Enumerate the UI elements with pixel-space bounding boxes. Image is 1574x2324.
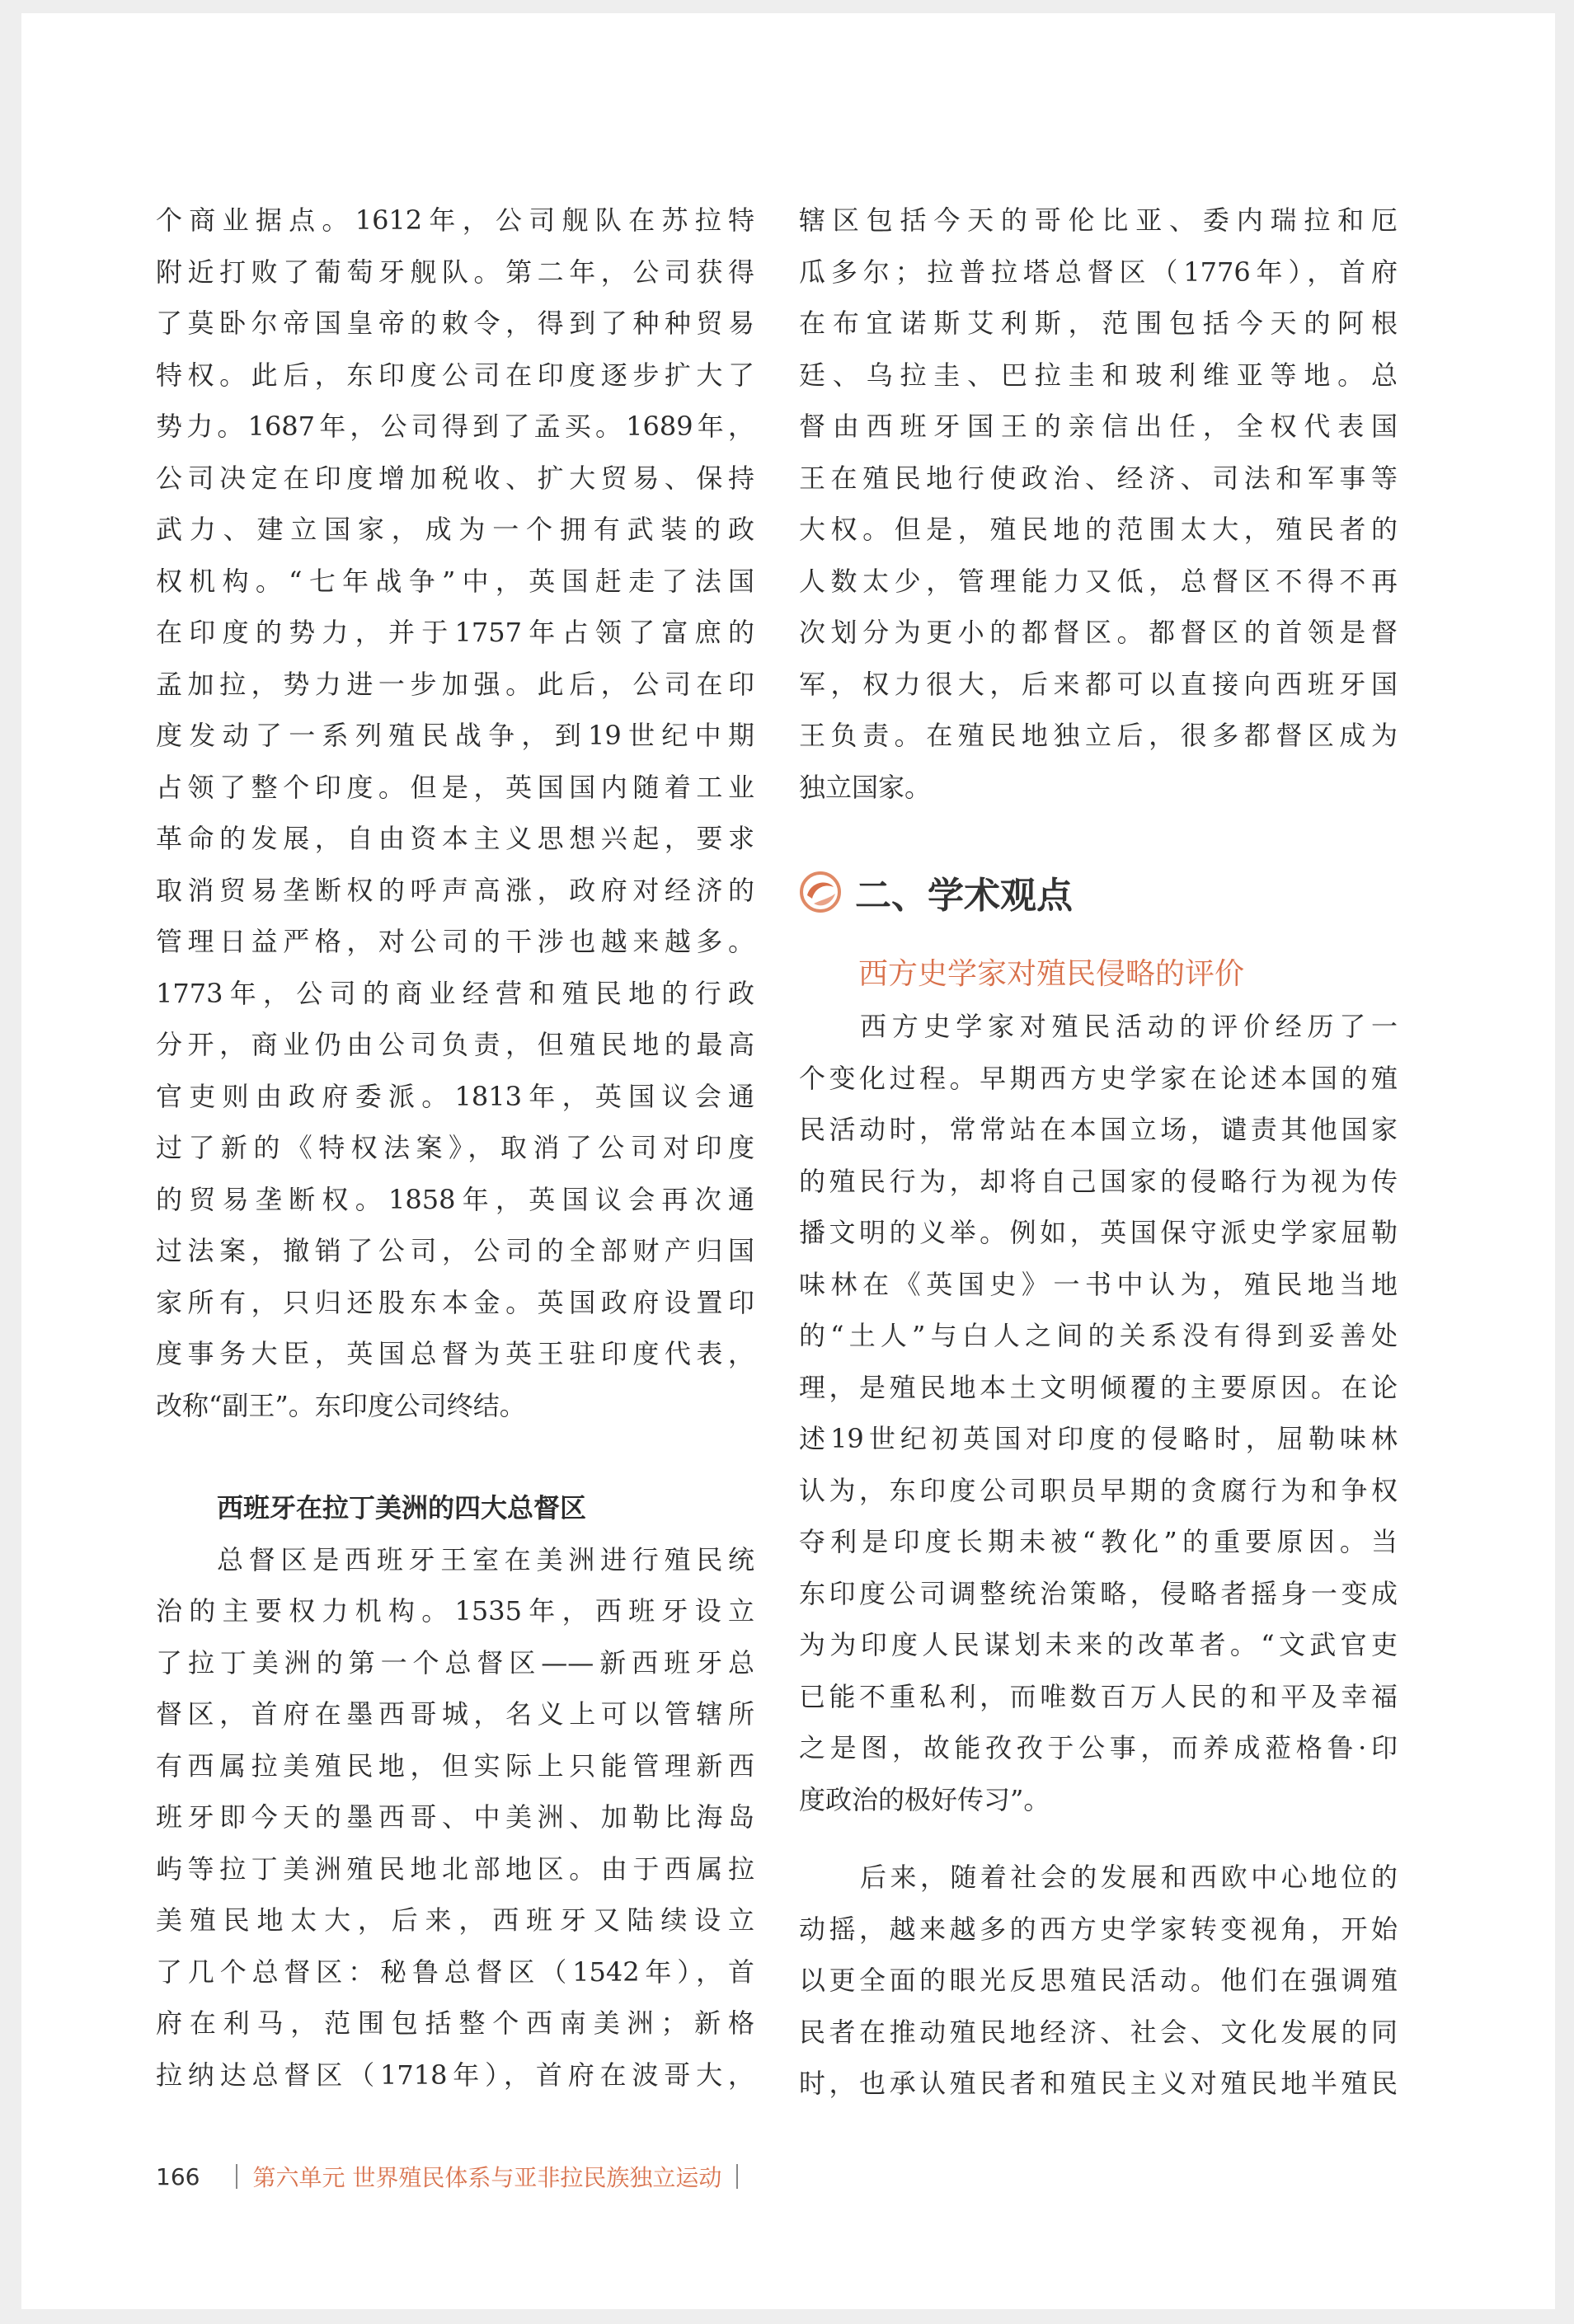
right-column (799, 195, 1398, 2110)
text-line: 王在殖民地行使政治、经济、司法和军事等 (799, 462, 1398, 494)
paragraph-later-views (799, 1852, 1398, 2110)
divider (236, 2164, 237, 2189)
text-line: 以更全面的眼光反思殖民活动。他们在强调殖 (799, 1965, 1398, 1996)
text-line: 个变化过程。早期西方史学家在论述本国的殖 (799, 1062, 1398, 1094)
paragraph-east-india-company (156, 195, 754, 1431)
divider (736, 2164, 738, 2189)
text-line: 权机构。“七年战争”中，英国赶走了法国 (156, 565, 754, 597)
text-line: 民活动时，常常站在本国立场，谴责其他国家 (799, 1114, 1398, 1145)
text-line: 廷、乌拉圭、巴拉圭和玻利维亚等地。总 (799, 359, 1398, 391)
text-line: 次划分为更小的都督区。都督区的首领是督 (799, 617, 1398, 648)
text-line: 瓜多尔；拉普拉塔总督区（1776年），首府 (799, 256, 1398, 288)
text-line: 有西属拉美殖民地，但实际上只能管理新西 (156, 1749, 754, 1782)
text-line: 度事务大臣，英国总督为英王驻印度代表， (156, 1338, 754, 1369)
section-title: 二、学术观点 (855, 875, 1073, 917)
text-line: 播文明的义举。例如，英国保守派史学家屈勒 (799, 1217, 1398, 1248)
box-title: 西班牙在拉丁美洲的四大总督区 (217, 1492, 587, 1524)
text-line: 治的主要权力机构。1535年，西班牙设立 (156, 1595, 754, 1627)
text-line: 辖区包括今天的哥伦比亚、委内瑞拉和厄 (799, 204, 1398, 236)
text-line: 度发动了一系列殖民战争，到19世纪中期 (156, 720, 754, 751)
text-line: 了拉丁美洲的第一个总督区——新西班牙总 (156, 1646, 754, 1678)
text-line: 改称“副王”。东印度公司终结。 (156, 1389, 526, 1421)
paragraph-viceroyalties (156, 1534, 754, 2101)
text-line: 民者在推动殖民地经济、社会、文化发展的同 (799, 2016, 1398, 2048)
text-line: 了莫卧尔帝国皇帝的敕令，得到了种种贸易 (156, 308, 754, 339)
text-line: 革命的发展，自由资本主义思想兴起，要求 (156, 823, 754, 854)
text-line: 西方史学家对殖民活动的评价经历了一 (860, 1011, 1398, 1042)
text-line: 在布宜诺斯艾利斯，范围包括今天的阿根 (799, 308, 1398, 339)
text-line: 管理日益严格，对公司的干涉也越来越多。 (156, 926, 754, 957)
text-line: 个商业据点。1612年，公司舰队在苏拉特 (156, 204, 754, 236)
subheading: 西方史学家对殖民侵略的评价 (858, 957, 1245, 991)
text-line: 官吏则由政府委派。1813年，英国议会通 (156, 1080, 754, 1112)
text-line: 特权。此后，东印度公司在印度逐步扩大了 (156, 359, 754, 391)
text-line: 屿等拉丁美洲殖民地北部地区。由于西属拉 (156, 1852, 754, 1885)
text-line: 了几个总督区：秘鲁总督区（1542年），首 (156, 1955, 754, 1988)
left-column (156, 195, 754, 2101)
text-line: 府在利马，范围包括整个西南美洲；新格 (156, 2007, 754, 2039)
text-line: 督由西班牙国王的亲信出任，全权代表国 (799, 411, 1398, 442)
page-sheet (21, 13, 1555, 2309)
text-line: 过法案，撤销了公司，公司的全部财产归国 (156, 1235, 754, 1266)
text-line: 分开，商业仍由公司负责，但殖民地的最高 (156, 1029, 754, 1060)
text-line: 大权。但是，殖民地的范围太大，殖民者的 (799, 514, 1398, 545)
text-line: 认为，东印度公司职员早期的贪腐行为和争权 (799, 1474, 1398, 1506)
text-line: 过了新的《特权法案》，取消了公司对印度 (156, 1132, 754, 1163)
text-line: 度政治的极好传习”。 (799, 1783, 1050, 1815)
paragraph-western-historians (799, 1001, 1398, 1825)
text-line: 东印度公司调整统治策略，侵略者摇身一变成 (799, 1577, 1398, 1609)
text-line: 占领了整个印度。但是，英国国内随着工业 (156, 771, 754, 803)
text-line: 动摇，越来越多的西方史学家转变视角，开始 (799, 1913, 1398, 1945)
text-line: 味林在《英国史》一书中认为，殖民地当地 (799, 1268, 1398, 1300)
unit-label: 第六单元 世界殖民体系与亚非拉民族独立运动 (252, 2164, 722, 2191)
text-line: 督区，首府在墨西哥城，名义上可以管辖所 (156, 1698, 754, 1730)
text-line: 人数太少，管理能力又低，总督区不得不再 (799, 565, 1398, 597)
text-line: 的“土人”与白人之间的关系没有得到妥善处 (799, 1320, 1398, 1351)
text-line: 已能不重私利，而唯数百万人民的和平及幸福 (799, 1680, 1398, 1712)
text-line: 势力。1687年，公司得到了孟买。1689年， (156, 411, 754, 442)
swirl-icon (799, 871, 842, 913)
text-line: 为为印度人民谋划未来的改革者。“文武官吏 (799, 1629, 1398, 1660)
text-line: 家所有，只归还股东本金。英国政府设置印 (156, 1286, 754, 1318)
text-line: 拉纳达总督区（1718年），首府在波哥大， (156, 2059, 754, 2091)
page-footer (156, 2160, 753, 2193)
section-heading (799, 857, 1398, 927)
text-line: 在印度的势力，并于1757年占领了富庶的 (156, 617, 754, 648)
text-line: 之是图，故能孜孜于公事，而养成蒞格鲁·印 (799, 1732, 1398, 1763)
text-line: 时，也承认殖民者和殖民主义对殖民地半殖民 (799, 2068, 1398, 2099)
text-line: 述19世纪初英国对印度的侵略时，屈勒味林 (799, 1423, 1398, 1454)
text-line: 1773年，公司的商业经营和殖民地的行政 (156, 977, 754, 1009)
text-line: 夺利是印度长期未被“教化”的重要原因。当 (799, 1526, 1398, 1557)
text-line: 独立国家。 (799, 771, 932, 803)
text-line: 班牙即今天的墨西哥、中美洲、加勒比海岛 (156, 1801, 754, 1833)
text-line: 的殖民行为，却将自己国家的侵略行为视为传 (799, 1165, 1398, 1197)
text-line: 公司决定在印度增加税收、扩大贸易、保持 (156, 462, 754, 494)
text-line: 取消贸易垄断权的呼声高涨，政府对经济的 (156, 874, 754, 906)
text-line: 武力、建立国家，成为一个拥有武装的政 (156, 514, 754, 545)
text-line: 附近打败了葡萄牙舰队。第二年，公司获得 (156, 256, 754, 288)
paragraph-viceroyalties-continued (799, 195, 1398, 813)
text-line: 总督区是西班牙王室在美洲进行殖民统 (217, 1543, 754, 1575)
text-line: 孟加拉，势力进一步加强。此后，公司在印 (156, 668, 754, 700)
text-line: 王负责。在殖民地独立后，很多都督区成为 (799, 720, 1398, 751)
text-line: 美殖民地太大，后来，西班牙又陆续设立 (156, 1904, 754, 1936)
text-line: 的贸易垄断权。1858年，英国议会再次通 (156, 1183, 754, 1215)
spacer (799, 1825, 1398, 1852)
page-number: 166 (156, 2162, 200, 2190)
text-line: 后来，随着社会的发展和西欧中心地位的 (860, 1862, 1398, 1893)
spacer (156, 1431, 754, 1482)
text-line: 理，是殖民地本土文明倾覆的主要原因。在论 (799, 1371, 1398, 1403)
text-line: 军，权力很大，后来都可以直接向西班牙国 (799, 668, 1398, 700)
